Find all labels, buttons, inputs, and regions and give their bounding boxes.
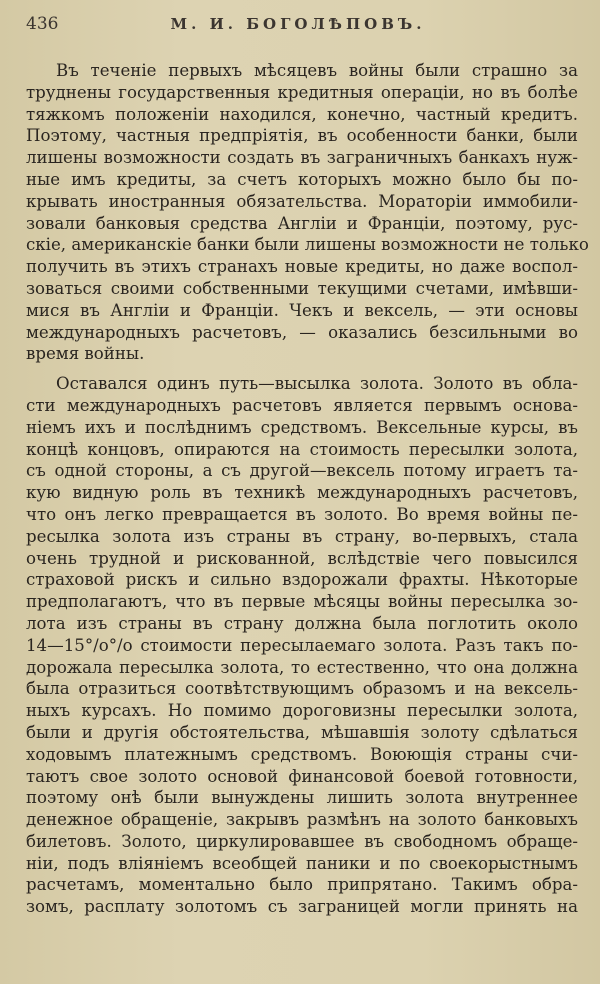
text-line: предполагаютъ, что въ первые мѣсяцы войны пересылка зо-	[26, 592, 578, 612]
running-head: М. И. БОГОЛѢПОВЪ.	[170, 15, 426, 33]
page-number: 436	[26, 14, 59, 34]
text-line: зомъ, расплату золотомъ съ заграницей могли принять на	[26, 897, 578, 917]
text-line: что онъ легко превращается въ золото. Во время войны пе-	[26, 504, 578, 524]
body-text	[26, 60, 589, 918]
text-line: ніи, подъ вліяніемъ всеобщей паники и по своекорыстнымъ	[26, 853, 578, 873]
text-line: зоваться своими собственными текущими счетами, имѣвши-	[26, 278, 578, 298]
text-line: дорожала пересылка золота, то естественно, что она должна	[26, 657, 578, 677]
text-line: билетовъ. Золото, циркулировавшее въ свободномъ обраще-	[26, 831, 578, 851]
text-line: кую видную роль въ техникѣ международныхъ расчетовъ,	[26, 483, 578, 503]
text-line: съ одной стороны, а съ другой—вексель потому играетъ та-	[26, 461, 578, 481]
text-line: Оставался одинъ путь—высылка золота. Золото въ обла-	[56, 374, 578, 394]
text-line: таютъ свое золото основой финансовой боевой готовности,	[26, 766, 578, 786]
text-line: сти международныхъ расчетовъ является первымъ основа-	[26, 395, 578, 415]
text-line: 14—15°/о°/о стоимости пересылаемаго золота. Разъ такъ по-	[26, 635, 578, 655]
page-header	[26, 14, 570, 38]
text-line: очень трудной и рискованной, вслѣдствіе чего повысился	[26, 548, 578, 568]
text-line: получить въ этихъ странахъ новые кредиты, но даже воспол-	[26, 257, 578, 277]
text-line: расчетамъ, моментально было припрятано. Такимъ обра-	[26, 875, 578, 895]
text-line: концѣ концовъ, опираются на стоимость пересылки золота,	[26, 439, 578, 459]
text-line: денежное обращеніе, закрывъ размѣнъ на золото банковыхъ	[26, 810, 578, 830]
text-line: мися въ Англіи и Франціи. Чекъ и вексель, — эти основы	[26, 300, 578, 320]
text-line: лишены возможности создать въ заграничныхъ банкахъ нуж-	[26, 148, 578, 168]
text-line: международныхъ расчетовъ, — оказались безсильными во	[26, 322, 578, 342]
text-line: ныхъ курсахъ. Но помимо дороговизны пересылки золота,	[26, 701, 578, 721]
paragraph-1	[26, 60, 589, 365]
text-line: крывать иностранныя обязательства. Моратоpіи иммобили-	[26, 191, 578, 211]
text-line: скіе, американскіе банки были лишены возможности не только	[26, 235, 589, 255]
text-line: тяжкомъ положеніи находился, конечно, частный кредитъ.	[26, 104, 578, 124]
text-line: лота изъ страны въ страну должна была поглотить около	[26, 613, 578, 633]
text-line: Поэтому, частныя предпріятія, въ особенности банки, были	[26, 126, 578, 146]
paragraph-2	[26, 373, 578, 918]
text-line: ресылка золота изъ страны въ страну, во-первыхъ, стала	[26, 526, 578, 546]
text-line: время войны.	[26, 344, 145, 364]
text-line: Въ теченіе первыхъ мѣсяцевъ войны были страшно за	[56, 61, 578, 80]
text-line: ные имъ кредиты, за счетъ которыхъ можно было бы по-	[26, 169, 578, 189]
text-line: труднены государственныя кредитныя операціи, но въ болѣе	[26, 82, 578, 102]
text-line: зовали банковыя средства Англіи и Франціи, поэтому, рус-	[26, 213, 578, 233]
text-line: были и другія обстоятельства, мѣшавшія золоту сдѣлаться	[26, 722, 578, 742]
text-line: ніемъ ихъ и послѣднимъ средствомъ. Вексельные курсы, въ	[26, 417, 578, 437]
text-line: страховой рискъ и сильно вздорожали фрахты. Нѣкоторые	[26, 570, 578, 590]
text-line: была отразиться соотвѣтствующимъ образомъ и на вексель-	[26, 679, 578, 699]
text-line: поэтому онѣ были вынуждены лишить золота внутреннее	[26, 788, 578, 808]
text-line: ходовымъ платежнымъ средствомъ. Воюющія страны счи-	[26, 744, 578, 764]
